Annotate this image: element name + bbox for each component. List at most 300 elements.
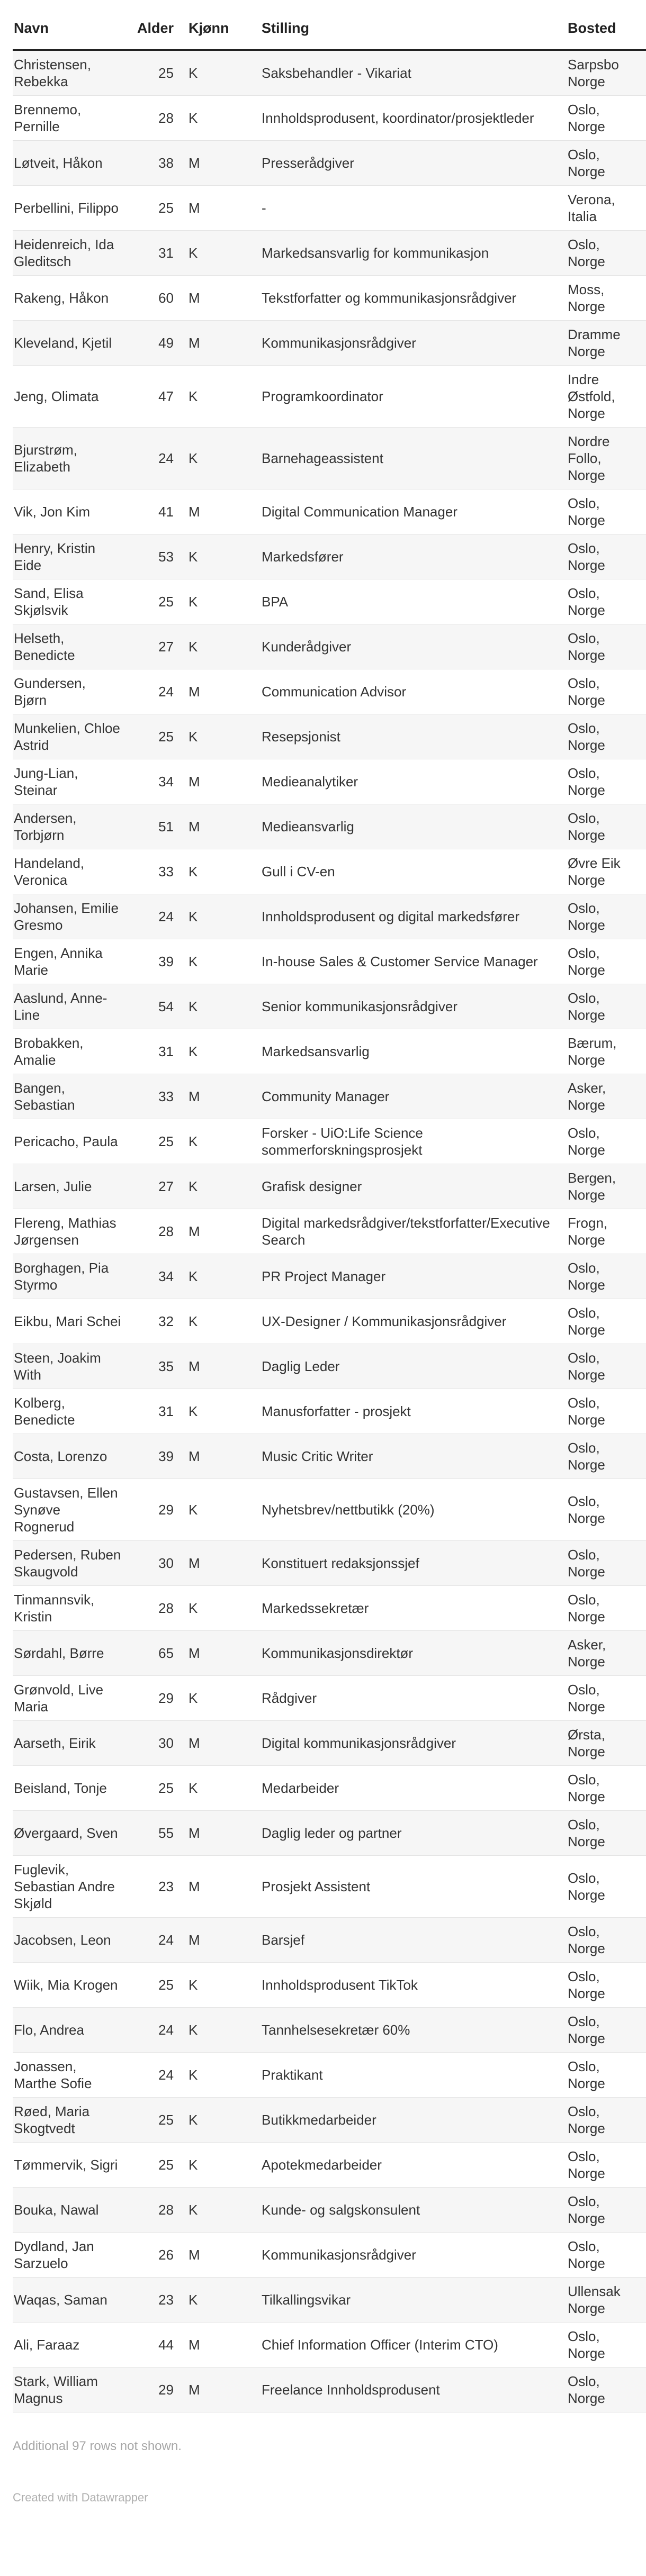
cell-gender: K [187,1299,261,1344]
cell-gender: M [187,1540,261,1585]
cell-gender: K [187,1962,261,2007]
cell-title: Rådgiver [261,1675,567,1720]
table-row [13,1917,646,1962]
cell-place: Oslo, Norge [567,1344,646,1389]
table-row [13,50,646,95]
cell-age: 23 [129,1855,187,1917]
cell-gender: K [187,984,261,1029]
cell-place: Oslo, Norge [567,894,646,939]
cell-place: Oslo, Norge [567,2322,646,2367]
cell-title: BPA [261,579,567,624]
table-row [13,2187,646,2232]
cell-title: Nyhetsbrev/nettbutikk (20%) [261,1479,567,1540]
cell-name: Gustavsen, Ellen Synøve Rognerud [13,1479,129,1540]
table-row [13,95,646,140]
cell-place: Oslo, Norge [567,1119,646,1164]
cell-place: Oslo, Norge [567,624,646,669]
cell-place: Oslo, Norge [567,1675,646,1720]
cell-age: 30 [129,1720,187,1765]
cell-place: Oslo, Norge [567,1434,646,1479]
cell-name: Perbellini, Filippo [13,185,129,230]
cell-place: Oslo, Norge [567,1810,646,1855]
cell-name: Jung-Lian, Steinar [13,759,129,804]
cell-title: Markedsansvarlig for kommunikasjon [261,230,567,275]
table-row [13,1254,646,1299]
cell-gender: K [187,230,261,275]
cell-title: In-house Sales & Customer Service Manager [261,939,567,984]
cell-age: 30 [129,1540,187,1585]
cell-title: Digital Communication Manager [261,489,567,534]
cell-title: PR Project Manager [261,1254,567,1299]
cell-age: 54 [129,984,187,1029]
cell-gender: K [187,894,261,939]
table-row [13,669,646,714]
cell-gender: K [187,624,261,669]
cell-name: Tømmervik, Sigri [13,2142,129,2187]
cell-title: Digital markedsrådgiver/tekstforfatter/Executive Search [261,1209,567,1254]
table-row [13,365,646,427]
table-row [13,1389,646,1434]
cell-age: 47 [129,365,187,427]
table-row [13,804,646,849]
cell-age: 25 [129,2097,187,2142]
cell-age: 25 [129,50,187,95]
cell-gender: K [187,2052,261,2097]
cell-place: Oslo, Norge [567,2052,646,2097]
cell-gender: K [187,2007,261,2052]
cell-gender: K [187,2142,261,2187]
cell-gender: K [187,714,261,759]
cell-place: Oslo, Norge [567,669,646,714]
cell-age: 27 [129,1164,187,1209]
header-place[interactable]: Bosted [567,7,646,50]
cell-place: Oslo, Norge [567,1540,646,1585]
cell-name: Eikbu, Mari Schei [13,1299,129,1344]
cell-title: Daglig Leder [261,1344,567,1389]
table-row [13,140,646,185]
cell-name: Kleveland, Kjetil [13,320,129,365]
cell-age: 24 [129,1917,187,1962]
cell-place: Oslo, Norge [567,95,646,140]
cell-gender: K [187,534,261,579]
cell-title: Medieanalytiker [261,759,567,804]
table-row [13,2097,646,2142]
cell-gender: M [187,804,261,849]
cell-name: Kolberg, Benedicte [13,1389,129,1434]
cell-gender: K [187,1585,261,1630]
cell-place: Oslo, Norge [567,579,646,624]
cell-title: Kommunikasjonsrådgiver [261,320,567,365]
cell-title: Tannhelsesekretær 60% [261,2007,567,2052]
cell-place: Oslo, Norge [567,804,646,849]
cell-age: 39 [129,1434,187,1479]
cell-place: Frogn, Norge [567,1209,646,1254]
table-row [13,2277,646,2322]
cell-gender: M [187,669,261,714]
cell-age: 25 [129,1119,187,1164]
cell-name: Stark, William Magnus [13,2367,129,2412]
cell-gender: M [187,275,261,320]
cell-place: Verona, Italia [567,185,646,230]
cell-gender: K [187,50,261,95]
cell-age: 24 [129,2007,187,2052]
cell-gender: M [187,2367,261,2412]
cell-name: Handeland, Veronica [13,849,129,894]
table-row [13,759,646,804]
cell-title: Chief Information Officer (Interim CTO) [261,2322,567,2367]
cell-gender: K [187,1389,261,1434]
cell-age: 31 [129,1389,187,1434]
cell-place: Oslo, Norge [567,1855,646,1917]
table-row [13,320,646,365]
cell-gender: K [187,1164,261,1209]
cell-place: Oslo, Norge [567,2097,646,2142]
cell-gender: K [187,2187,261,2232]
cell-title: Programkoordinator [261,365,567,427]
cell-title: Innholdsprodusent og digital markedsfører [261,894,567,939]
cell-age: 39 [129,939,187,984]
cell-name: Jacobsen, Leon [13,1917,129,1962]
cell-age: 41 [129,489,187,534]
cell-gender: K [187,1479,261,1540]
cell-title: Communication Advisor [261,669,567,714]
cell-age: 34 [129,1254,187,1299]
cell-place: Oslo, Norge [567,1962,646,2007]
cell-name: Engen, Annika Marie [13,939,129,984]
table-row [13,1540,646,1585]
cell-name: Heidenreich, Ida Gleditsch [13,230,129,275]
table-row [13,489,646,534]
table-row [13,714,646,759]
table-row [13,1209,646,1254]
cell-age: 31 [129,1029,187,1074]
cell-name: Vik, Jon Kim [13,489,129,534]
cell-gender: M [187,489,261,534]
cell-gender: K [187,365,261,427]
cell-name: Pericacho, Paula [13,1119,129,1164]
cell-title: Tekstforfatter og kommunikasjonsrådgiver [261,275,567,320]
cell-name: Gundersen, Bjørn [13,669,129,714]
table-row [13,1720,646,1765]
table-row [13,1962,646,2007]
cell-place: Sarpsbo Norge [567,50,646,95]
table-row [13,1675,646,1720]
cell-title: Music Critic Writer [261,1434,567,1479]
cell-title: Kunderådgiver [261,624,567,669]
header-title[interactable]: Stilling [261,7,567,50]
table-body [13,50,646,2412]
cell-place: Nordre Follo, Norge [567,427,646,489]
cell-title: Daglig leder og partner [261,1810,567,1855]
cell-age: 33 [129,849,187,894]
cell-age: 24 [129,2052,187,2097]
cell-title: Konstituert redaksjonssjef [261,1540,567,1585]
cell-gender: K [187,1254,261,1299]
cell-name: Sand, Elisa Skjølsvik [13,579,129,624]
cell-name: Bangen, Sebastian [13,1074,129,1119]
cell-age: 65 [129,1630,187,1675]
cell-place: Oslo, Norge [567,1479,646,1540]
cell-name: Aaslund, Anne-Line [13,984,129,1029]
cell-title: Butikkmedarbeider [261,2097,567,2142]
cell-gender: M [187,2322,261,2367]
cell-name: Borghagen, Pia Styrmo [13,1254,129,1299]
table-row [13,579,646,624]
cell-title: Presserådgiver [261,140,567,185]
cell-title: - [261,185,567,230]
cell-place: Asker, Norge [567,1630,646,1675]
header-gender[interactable]: Kjønn [187,7,261,50]
cell-gender: M [187,1434,261,1479]
cell-gender: K [187,849,261,894]
cell-age: 25 [129,1962,187,2007]
cell-age: 25 [129,2142,187,2187]
table-row [13,894,646,939]
cell-gender: M [187,1074,261,1119]
cell-title: Freelance Innholdsprodusent [261,2367,567,2412]
cell-name: Jonassen, Marthe Sofie [13,2052,129,2097]
cell-age: 29 [129,2367,187,2412]
cell-age: 51 [129,804,187,849]
table-row [13,939,646,984]
cell-title: Innholdsprodusent, koordinator/prosjektleder [261,95,567,140]
cell-name: Ali, Faraaz [13,2322,129,2367]
cell-age: 25 [129,185,187,230]
cell-gender: M [187,1855,261,1917]
cell-place: Oslo, Norge [567,1585,646,1630]
cell-title: Medieansvarlig [261,804,567,849]
cell-title: Praktikant [261,2052,567,2097]
table-row [13,2232,646,2277]
cell-gender: K [187,1029,261,1074]
cell-gender: K [187,939,261,984]
table-row [13,1855,646,1917]
cell-name: Wiik, Mia Krogen [13,1962,129,2007]
cell-age: 24 [129,669,187,714]
cell-gender: K [187,579,261,624]
cell-gender: M [187,1344,261,1389]
cell-age: 25 [129,579,187,624]
rows-not-shown-note: Additional 97 rows not shown. [13,2438,182,2453]
cell-age: 44 [129,2322,187,2367]
cell-title: Gull i CV-en [261,849,567,894]
cell-place: Bergen, Norge [567,1164,646,1209]
cell-name: Henry, Kristin Eide [13,534,129,579]
cell-name: Bouka, Nawal [13,2187,129,2232]
cell-gender: M [187,2232,261,2277]
cell-place: Moss, Norge [567,275,646,320]
cell-title: Senior kommunikasjonsrådgiver [261,984,567,1029]
cell-place: Oslo, Norge [567,984,646,1029]
cell-age: 55 [129,1810,187,1855]
cell-title: Resepsjonist [261,714,567,759]
cell-gender: K [187,95,261,140]
cell-gender: M [187,140,261,185]
cell-age: 31 [129,230,187,275]
cell-name: Waqas, Saman [13,2277,129,2322]
cell-place: Asker, Norge [567,1074,646,1119]
cell-title: Barnehageassistent [261,427,567,489]
table-row [13,1299,646,1344]
cell-name: Larsen, Julie [13,1164,129,1209]
table-row [13,2007,646,2052]
cell-title: Community Manager [261,1074,567,1119]
cell-title: Markedssekretær [261,1585,567,1630]
cell-age: 25 [129,714,187,759]
datawrapper-credit[interactable]: Created with Datawrapper [13,2490,148,2504]
table-header [13,7,646,50]
cell-title: Innholdsprodusent TikTok [261,1962,567,2007]
cell-title: Kommunikasjonsdirektør [261,1630,567,1675]
cell-place: Dramme Norge [567,320,646,365]
cell-age: 60 [129,275,187,320]
cell-age: 23 [129,2277,187,2322]
cell-name: Brobakken, Amalie [13,1029,129,1074]
cell-age: 32 [129,1299,187,1344]
cell-place: Oslo, Norge [567,1299,646,1344]
cell-name: Dydland, Jan Sarzuelo [13,2232,129,2277]
table-row [13,1164,646,1209]
cell-place: Bærum, Norge [567,1029,646,1074]
table-row [13,230,646,275]
table-row [13,849,646,894]
cell-place: Oslo, Norge [567,1254,646,1299]
cell-title: Markedsansvarlig [261,1029,567,1074]
cell-name: Christensen, Rebekka [13,50,129,95]
cell-gender: M [187,1917,261,1962]
cell-name: Bjurstrøm, Elizabeth [13,427,129,489]
cell-gender: K [187,2277,261,2322]
cell-title: Manusforfatter - prosjekt [261,1389,567,1434]
cell-age: 28 [129,1209,187,1254]
cell-name: Munkelien, Chloe Astrid [13,714,129,759]
cell-place: Oslo, Norge [567,714,646,759]
cell-title: Forsker - UiO:Life Science sommerforskningsprosjekt [261,1119,567,1164]
table-row [13,1585,646,1630]
cell-gender: K [187,1119,261,1164]
cell-title: UX-Designer / Kommunikasjonsrådgiver [261,1299,567,1344]
table-row [13,624,646,669]
cell-title: Saksbehandler - Vikariat [261,50,567,95]
cell-name: Beisland, Tonje [13,1765,129,1810]
cell-age: 29 [129,1675,187,1720]
cell-gender: M [187,185,261,230]
cell-age: 28 [129,95,187,140]
cell-name: Costa, Lorenzo [13,1434,129,1479]
table-row [13,1479,646,1540]
table-row [13,1119,646,1164]
cell-age: 29 [129,1479,187,1540]
cell-name: Andersen, Torbjørn [13,804,129,849]
cell-title: Barsjef [261,1917,567,1962]
cell-gender: M [187,1720,261,1765]
header-row [13,7,646,50]
cell-gender: M [187,320,261,365]
cell-gender: K [187,2097,261,2142]
table-row [13,1344,646,1389]
table-row [13,427,646,489]
cell-title: Apotekmedarbeider [261,2142,567,2187]
table-row [13,1810,646,1855]
cell-name: Løtveit, Håkon [13,140,129,185]
cell-place: Oslo, Norge [567,1917,646,1962]
table-row [13,1074,646,1119]
cell-place: Oslo, Norge [567,939,646,984]
cell-age: 34 [129,759,187,804]
cell-age: 49 [129,320,187,365]
header-age[interactable]: Alder [129,7,187,50]
table-row [13,2052,646,2097]
cell-gender: M [187,1810,261,1855]
cell-name: Johansen, Emilie Gresmo [13,894,129,939]
cell-name: Steen, Joakim With [13,1344,129,1389]
table-row [13,984,646,1029]
cell-age: 27 [129,624,187,669]
cell-title: Medarbeider [261,1765,567,1810]
cell-title: Kommunikasjonsrådgiver [261,2232,567,2277]
cell-gender: M [187,1630,261,1675]
cell-age: 28 [129,2187,187,2232]
table-row [13,1434,646,1479]
cell-age: 53 [129,534,187,579]
cell-age: 38 [129,140,187,185]
cell-place: Oslo, Norge [567,2187,646,2232]
header-name[interactable]: Navn [13,7,129,50]
table-row [13,1630,646,1675]
cell-name: Jeng, Olimata [13,365,129,427]
cell-name: Rakeng, Håkon [13,275,129,320]
cell-name: Flo, Andrea [13,2007,129,2052]
cell-place: Oslo, Norge [567,2142,646,2187]
cell-gender: K [187,1675,261,1720]
cell-place: Oslo, Norge [567,2007,646,2052]
cell-place: Oslo, Norge [567,2232,646,2277]
cell-place: Ørsta, Norge [567,1720,646,1765]
table-row [13,2367,646,2412]
table-row [13,2142,646,2187]
cell-title: Grafisk designer [261,1164,567,1209]
cell-title: Prosjekt Assistent [261,1855,567,1917]
cell-place: Oslo, Norge [567,230,646,275]
cell-name: Fuglevik, Sebastian Andre Skjøld [13,1855,129,1917]
cell-gender: M [187,759,261,804]
cell-place: Oslo, Norge [567,489,646,534]
cell-name: Røed, Maria Skogtvedt [13,2097,129,2142]
cell-gender: K [187,1765,261,1810]
cell-name: Helseth, Benedicte [13,624,129,669]
cell-gender: K [187,427,261,489]
cell-gender: M [187,1209,261,1254]
cell-name: Grønvold, Live Maria [13,1675,129,1720]
cell-name: Brennemo, Pernille [13,95,129,140]
table-row [13,1029,646,1074]
table-row [13,275,646,320]
cell-age: 24 [129,427,187,489]
cell-title: Tilkallingsvikar [261,2277,567,2322]
cell-title: Kunde- og salgskonsulent [261,2187,567,2232]
cell-name: Aarseth, Eirik [13,1720,129,1765]
cell-place: Oslo, Norge [567,140,646,185]
cell-age: 35 [129,1344,187,1389]
data-table [13,7,646,2412]
cell-place: Oslo, Norge [567,1765,646,1810]
cell-title: Markedsfører [261,534,567,579]
cell-name: Øvergaard, Sven [13,1810,129,1855]
cell-age: 33 [129,1074,187,1119]
table-row [13,534,646,579]
cell-place: Øvre Eik Norge [567,849,646,894]
cell-name: Flereng, Mathias Jørgensen [13,1209,129,1254]
